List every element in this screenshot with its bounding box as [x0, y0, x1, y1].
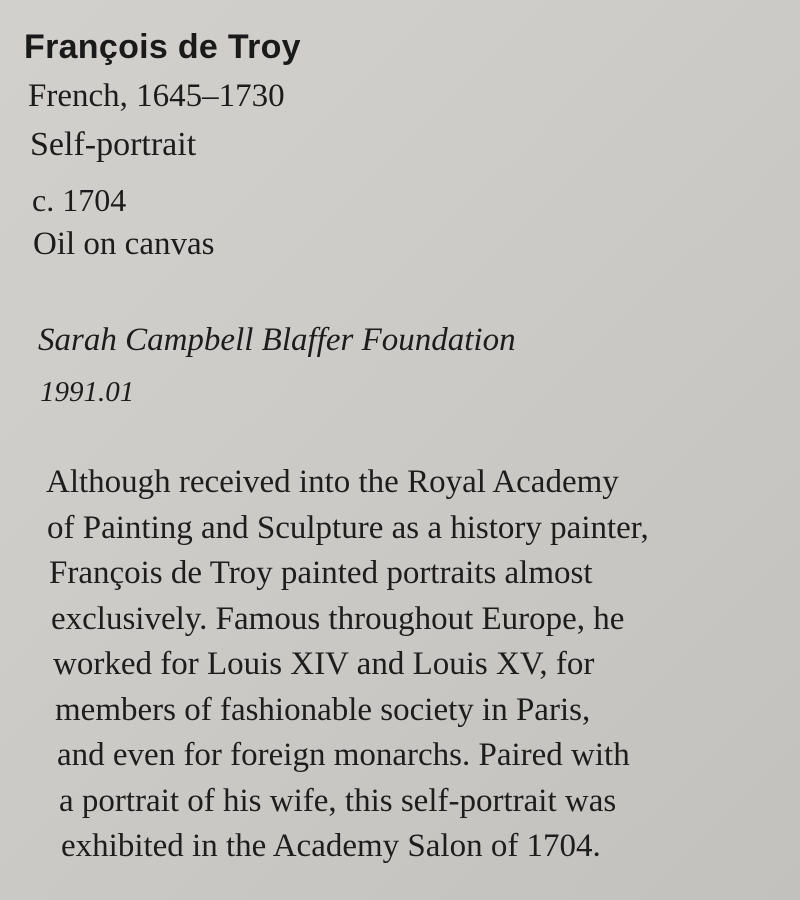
description-line: exclusively. Famous throughout Europe, he: [51, 600, 625, 637]
description-line: worked for Louis XIV and Louis XV, for: [53, 646, 595, 682]
artist-nationality-dates: French, 1645–1730: [28, 78, 285, 114]
description-line: members of fashionable society in Paris,: [55, 691, 591, 728]
accession-number: 1991.01: [40, 376, 135, 408]
description-line: Although received into the Royal Academy: [46, 464, 619, 500]
artist-name: François de Troy: [24, 28, 301, 66]
description-line: exhibited in the Academy Salon of 1704.: [61, 828, 601, 864]
description-line: of Painting and Sculpture as a history painter,: [47, 509, 649, 546]
credit-line: Sarah Campbell Blaffer Foundation: [38, 322, 516, 358]
description-text: [46, 460, 786, 870]
artwork-medium: Oil on canvas: [33, 226, 215, 262]
description-line: and even for foreign monarchs. Paired with: [57, 737, 630, 773]
artwork-date: c. 1704: [32, 182, 127, 218]
description-line: François de Troy painted portraits almost: [49, 555, 593, 591]
artwork-title: Self-portrait: [30, 126, 197, 163]
description-line: a portrait of his wife, this self-portrait was: [59, 782, 617, 819]
